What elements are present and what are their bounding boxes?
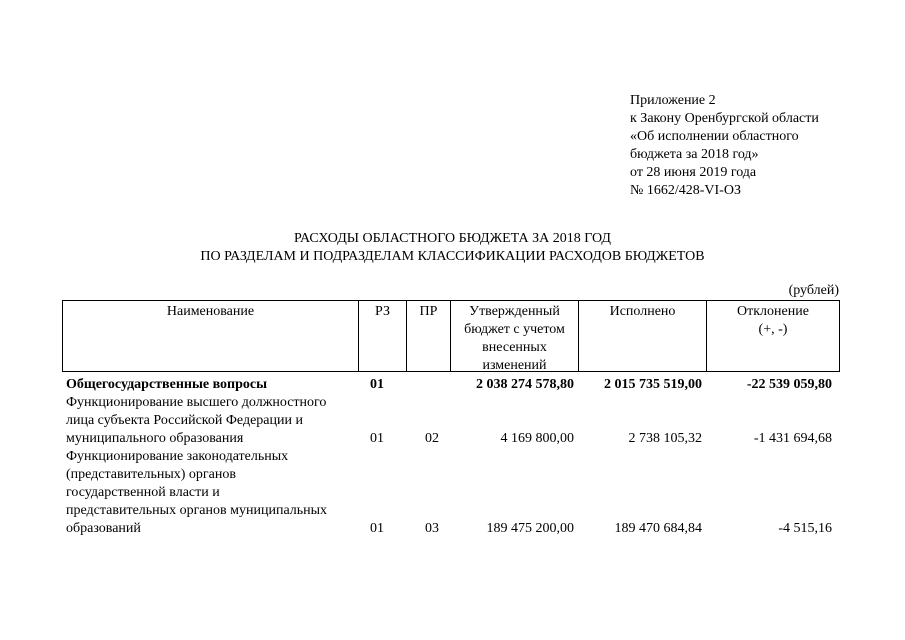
header-deviation: Отклонение (+, -): [737, 304, 809, 337]
row-approved: 189 475 200,00: [486, 521, 574, 536]
appendix-line: от 28 июня 2019 года: [630, 165, 757, 180]
header-name: Наименование: [63, 301, 359, 371]
row-rz: 01: [370, 521, 384, 536]
row-executed: 2 015 735 519,00: [604, 377, 702, 392]
appendix-line: № 1662/428-VI-ОЗ: [630, 183, 741, 198]
appendix-line: бюджета за 2018 год»: [630, 147, 759, 162]
appendix-line: к Закону Оренбургской области: [630, 111, 819, 126]
header-approved: Утвержденный бюджет с учетом внесенных изменений: [451, 301, 579, 371]
unit-label: (рублей): [788, 283, 839, 298]
table-header: [62, 300, 840, 372]
table-row: [62, 376, 840, 394]
row-deviation: -22 539 059,80: [746, 377, 832, 392]
header-rz: РЗ: [359, 301, 407, 371]
appendix-line: Приложение 2: [630, 93, 716, 108]
row-name: Функционирование законодательных (представительных) органов государственной власти и представительных органов муниципальных образований: [66, 449, 328, 536]
row-executed: 189 470 684,84: [614, 521, 702, 536]
header-executed: Исполнено: [579, 301, 707, 371]
row-rz: 01: [370, 431, 384, 446]
appendix-note: [630, 92, 890, 200]
row-approved: 2 038 274 578,80: [476, 377, 574, 392]
row-name: Общегосударственные вопросы: [66, 377, 268, 392]
row-deviation: -1 431 694,68: [753, 431, 832, 446]
row-executed: 2 738 105,32: [628, 431, 702, 446]
row-deviation: -4 515,16: [778, 521, 832, 536]
document-title-line-2: ПО РАЗДЕЛАМ И ПОДРАЗДЕЛАМ КЛАССИФИКАЦИИ РАСХОДОВ БЮДЖЕТОВ: [200, 249, 705, 264]
row-name: Функционирование высшего должностного лица субъекта Российской Федерации и муниципального образования: [66, 395, 327, 446]
table-row: [62, 394, 840, 448]
header-pr: ПР: [407, 301, 451, 371]
row-pr: 02: [425, 431, 439, 446]
row-pr: 03: [425, 521, 439, 536]
appendix-line: «Об исполнении областного: [630, 129, 799, 144]
document-title-line-1: РАСХОДЫ ОБЛАСТНОГО БЮДЖЕТА ЗА 2018 ГОД: [294, 231, 611, 246]
row-rz: 01: [370, 377, 384, 392]
row-approved: 4 169 800,00: [500, 431, 574, 446]
table-row: [62, 448, 840, 538]
